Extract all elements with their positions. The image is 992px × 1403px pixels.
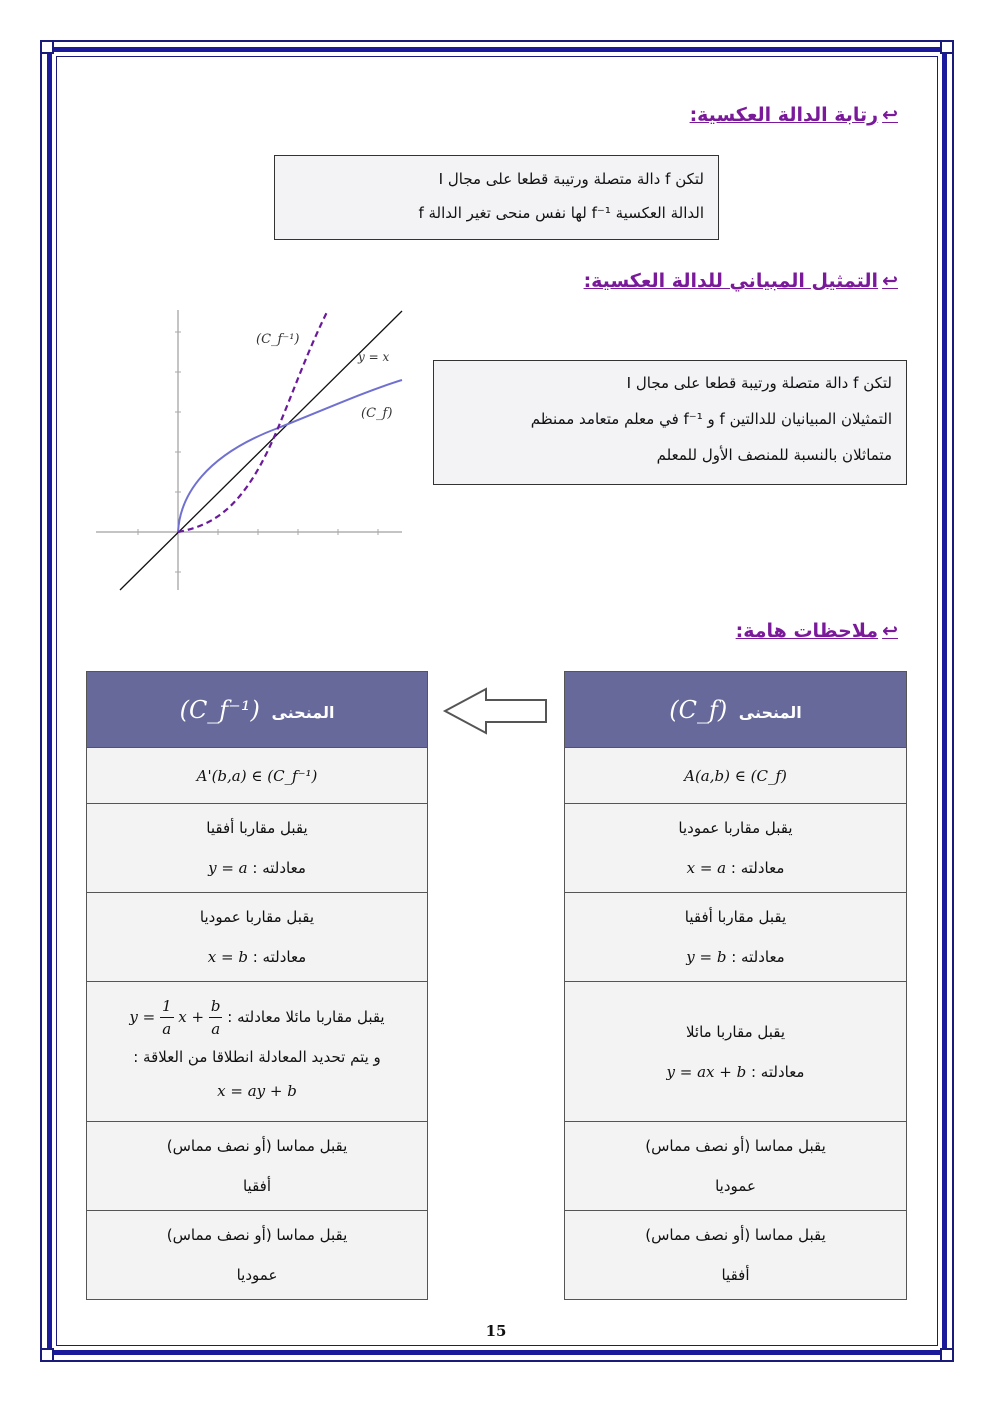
page-number: 15 [485, 1322, 507, 1340]
frame-corner [940, 1348, 954, 1362]
left-arrow-icon [442, 686, 550, 736]
table-cf-inverse-header: المنحنى (C_f⁻¹) [87, 672, 428, 748]
hook-arrow-icon: ↩ [882, 270, 898, 292]
table-cf-inverse-row-oblique-asymptote: يقبل مقاربا مائلا معادلته : y = $\frac{1}{a}$ x + $\frac{b}{a}$ و يتم تحديد المعادلة انطلاقا من العلاقة : x = ay + b [87, 982, 428, 1122]
inverse-function-graph [96, 305, 406, 595]
box1-line2: الدالة العكسية f⁻¹ لها نفس منحى تغير الدالة f [418, 204, 704, 222]
table-cf-inverse-row-horizontal-tangent: يقبل مماسا (أو نصف مماس) أفقيا [87, 1122, 428, 1211]
section-heading-notes: ↩ملاحظات هامة: [735, 620, 898, 642]
table-cf-row-oblique-asymptote: يقبل مقاربا مائلا معادلته : y = ax + b [565, 982, 907, 1122]
table-cf-row-horizontal-tangent: يقبل مماسا (أو نصف مماس) أفقيا [565, 1211, 907, 1300]
frame-corner [40, 40, 54, 54]
hook-arrow-icon: ↩ [882, 104, 898, 126]
frame-corner [940, 40, 954, 54]
table-cf-inverse-row-horizontal-asymptote: يقبل مقاربا أفقيا معادلته : y = a [87, 804, 428, 893]
box2-line1: لتكن f دالة متصلة ورتيبة قطعا على مجال I [626, 374, 892, 392]
curve-cf-inverse [178, 310, 328, 532]
table-cf-row-vertical-tangent: يقبل مماسا (أو نصف مماس) عموديا [565, 1122, 907, 1211]
table-cf-inverse [86, 671, 428, 1300]
table-cf-inverse-row-vertical-asymptote: يقبل مقاربا عموديا معادلته : x = b [87, 893, 428, 982]
table-cf-point: A(a,b) ∈ (C_f) [565, 748, 907, 804]
box2-line2: التمثيلان المبيانيان للدالتين f و f⁻¹ في معلم متعامد ممنظم [530, 410, 892, 428]
section-heading-graph: ↩التمثيل المبياني للدالة العكسية: [583, 270, 898, 292]
table-cf-inverse-point: A'(b,a) ∈ (C_f⁻¹) [87, 748, 428, 804]
curve-cf [178, 380, 402, 532]
table-cf [564, 671, 907, 1300]
section-heading-monotonicity: ↩رتابة الدالة العكسية: [689, 104, 898, 126]
frame-corner [40, 1348, 54, 1362]
monotonicity-box [274, 155, 719, 240]
hook-arrow-icon: ↩ [882, 620, 898, 642]
table-cf-row-vertical-asymptote: يقبل مقاربا عموديا معادلته : x = a [565, 804, 907, 893]
label-y-equals-x: y = x [358, 350, 390, 364]
table-cf-row-horizontal-asymptote: يقبل مقاربا أفقيا معادلته : y = b [565, 893, 907, 982]
table-cf-header: المنحنى (C_f) [565, 672, 907, 748]
oblique-equation: y = $\frac{1}{a}$ x + $\frac{b}{a}$ [129, 997, 221, 1038]
label-cf-inverse: (C_f⁻¹) [256, 332, 300, 347]
box2-line3: متماثلان بالنسبة للمنصف الأول للمعلم [656, 446, 892, 464]
table-cf-inverse-row-vertical-tangent: يقبل مماسا (أو نصف مماس) عموديا [87, 1211, 428, 1300]
graph-description-box [433, 360, 907, 485]
box1-line1: لتكن f دالة متصلة ورتيبة قطعا على مجال I [438, 170, 704, 188]
label-cf: (C_f) [361, 406, 393, 421]
